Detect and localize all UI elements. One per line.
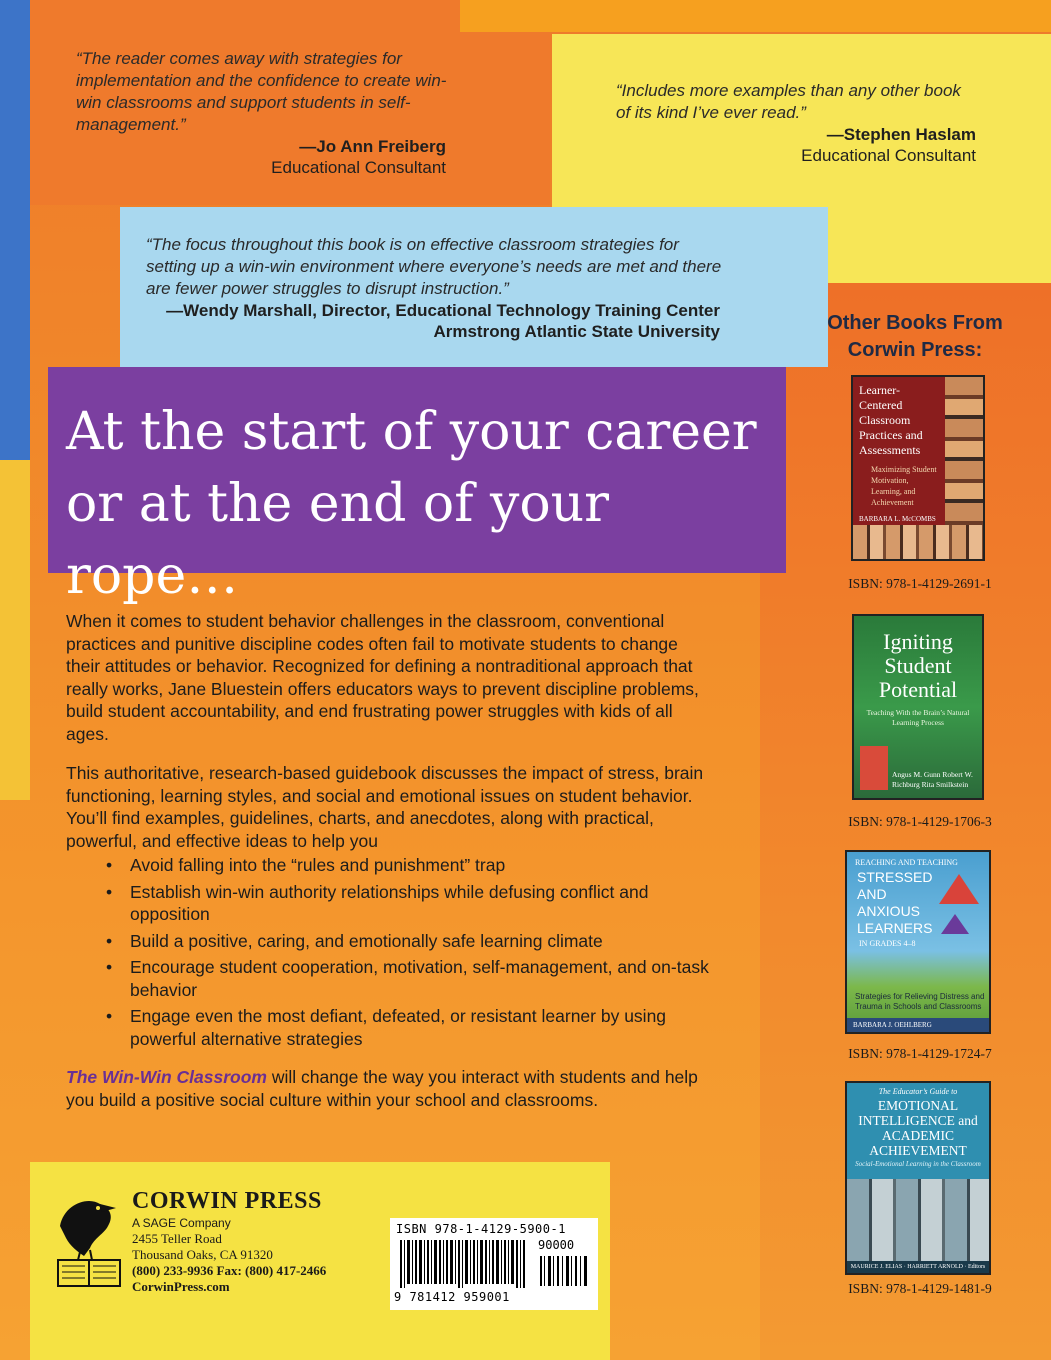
top-accent-bar	[460, 0, 1051, 32]
book-title: The Win-Win Classroom	[66, 1067, 267, 1087]
quote-2-text: “Includes more examples than any other book of its kind I’ve ever read.”	[616, 81, 961, 122]
quote-1	[76, 48, 456, 178]
book-3-grades: IN GRADES 4–8	[859, 939, 916, 948]
publisher-street: 2455 Teller Road	[132, 1231, 222, 1246]
publisher-phone: (800) 233-9936	[132, 1263, 214, 1278]
corwin-raven-logo	[50, 1186, 126, 1290]
barcode	[390, 1218, 598, 1310]
book-4-pretitle: The Educator’s Guide to	[878, 1087, 958, 1096]
left-blue-strip	[0, 0, 30, 460]
publisher-fax: (800) 417-2466	[245, 1263, 327, 1278]
closing-text: will change the way you interact with students and help you build a positive social culture within your school and classrooms.	[66, 1067, 698, 1110]
book-cover-3	[845, 850, 991, 1034]
quote-1-name: —Jo Ann Freiberg	[299, 137, 446, 156]
quote-3-name: —Wendy Marshall, Director, Educational Technology Training Center	[166, 301, 720, 320]
sidebar-title-line-2: Corwin Press:	[847, 339, 983, 361]
barcode-addon: 90000	[538, 1238, 575, 1252]
book-2-accent	[860, 746, 888, 790]
book-4-photos	[847, 1179, 989, 1265]
book-1-subtitle: Maximizing Student Motivation, Learning, and Achievement	[871, 465, 937, 507]
publisher-city: Thousand Oaks, CA 91320	[132, 1247, 273, 1262]
description	[66, 610, 716, 1111]
book-cover-4	[845, 1081, 991, 1275]
book-3-title: STRESSED AND ANXIOUS LEARNERS	[857, 869, 933, 936]
benefit-list	[66, 854, 716, 1050]
book-cover-1	[851, 375, 985, 561]
book-4-authors: MAURICE J. ELIAS · HARRIETT ARNOLD · Editors	[847, 1261, 989, 1273]
book-3-subtitle: Strategies for Relieving Distress and Trauma in Schools and Classrooms	[855, 992, 985, 1011]
publisher-fax-label: Fax:	[216, 1263, 242, 1278]
book-1-title: Learner-Centered Classroom Practices and Assessments	[859, 383, 923, 457]
left-yellow-strip	[0, 460, 30, 800]
benefit-item: • Establish win-win authority relationships while defusing conflict and opposition	[66, 881, 716, 926]
book-1-children-photo	[853, 525, 983, 559]
book-2-subtitle: Teaching With the Brain’s Natural Learning Process	[866, 708, 970, 727]
book-3-pretitle: REACHING AND TEACHING	[855, 858, 958, 867]
book-2-authors: Angus M. Gunn Robert W. Richburg Rita Smilkstein	[892, 770, 973, 789]
headline-line-2: or at the end of your rope…	[66, 474, 610, 606]
quote-1-text: “The reader comes away with strategies for implementation and the confidence to create win-win classrooms and support students in self-management.”	[76, 49, 447, 134]
quote-3-text: “The focus throughout this book is on effective classroom strategies for setting up a win-win environment where everyone’s needs are met and there are fewer power struggles to disrupt instruction.”	[146, 235, 722, 298]
benefit-item: • Engage even the most defiant, defeated, or resistant learner by using powerful alternative strategies	[66, 1005, 716, 1050]
book-1-isbn: ISBN: 978-1-4129-2691-1	[848, 576, 992, 591]
barcode-bars	[400, 1240, 530, 1288]
publisher-phone-line	[132, 1263, 362, 1279]
book-3-authors: BARBARA J. OEHLBERG	[847, 1018, 989, 1032]
headline-line-1: At the start of your career	[66, 402, 757, 462]
barcode-addon-bars	[540, 1256, 590, 1286]
book-3-isbn: ISBN: 978-1-4129-1724-7	[848, 1046, 992, 1061]
barcode-ean: 9 781412 959001	[394, 1290, 510, 1304]
book-cover-2	[852, 614, 984, 800]
book-1-photos	[945, 377, 983, 527]
quote-2	[616, 80, 976, 166]
benefit-item: • Build a positive, caring, and emotionally safe learning climate	[66, 930, 716, 953]
book-2-title: Igniting Student Potential	[878, 629, 958, 702]
closing-paragraph	[66, 1066, 716, 1111]
book-2-isbn: ISBN: 978-1-4129-1706-3	[848, 814, 992, 829]
sidebar-title-line-1: Other Books From	[827, 312, 1003, 334]
quote-2-name: —Stephen Haslam	[826, 125, 976, 144]
quote-3-title: Armstrong Atlantic State University	[433, 322, 720, 341]
benefit-item: • Avoid falling into the “rules and punishment” trap	[66, 854, 716, 877]
description-paragraph-2: This authoritative, research-based guidebook discusses the impact of stress, brain functioning, learning styles, and social and emotional issues on student behavior. You’ll find examples, guidelines, charts, and anecdotes, along with practical, powerful, and effective ideas to help you	[66, 763, 704, 851]
publisher-company: A SAGE Company	[132, 1216, 231, 1230]
sidebar-title	[800, 310, 1030, 364]
description-paragraph-1: When it comes to student behavior challenges in the classroom, conventional practices and punitive discipline codes often fail to motivate students to change their attitudes or behavior. Recognized for defining a nontraditional approach that really works, Jane Bluestein offers educators ways to prevent discipline problems, build student accountability, and end frustrating power struggles with kids of all ages.	[66, 611, 699, 744]
book-4-subtitle: Social-Emotional Learning in the Classroom	[855, 1160, 981, 1168]
kite-icon	[941, 914, 969, 934]
publisher-name: CORWIN PRESS	[132, 1188, 322, 1214]
quote-2-title: Educational Consultant	[801, 146, 976, 165]
barcode-isbn: ISBN 978-1-4129-5900-1	[396, 1222, 566, 1236]
book-4-title: EMOTIONAL INTELLIGENCE and ACADEMIC ACHIEVEMENT	[858, 1098, 978, 1158]
book-1-authors: BARBARA L. McCOMBS	[859, 515, 936, 523]
quote-3	[146, 234, 726, 342]
kite-icon	[939, 874, 979, 904]
headline	[66, 396, 776, 612]
publisher-info	[132, 1188, 362, 1295]
benefit-item: • Encourage student cooperation, motivation, self-management, and on-task behavior	[66, 956, 716, 1001]
publisher-website: CorwinPress.com	[132, 1279, 230, 1294]
quote-1-title: Educational Consultant	[271, 158, 446, 177]
book-4-isbn: ISBN: 978-1-4129-1481-9	[848, 1281, 992, 1296]
